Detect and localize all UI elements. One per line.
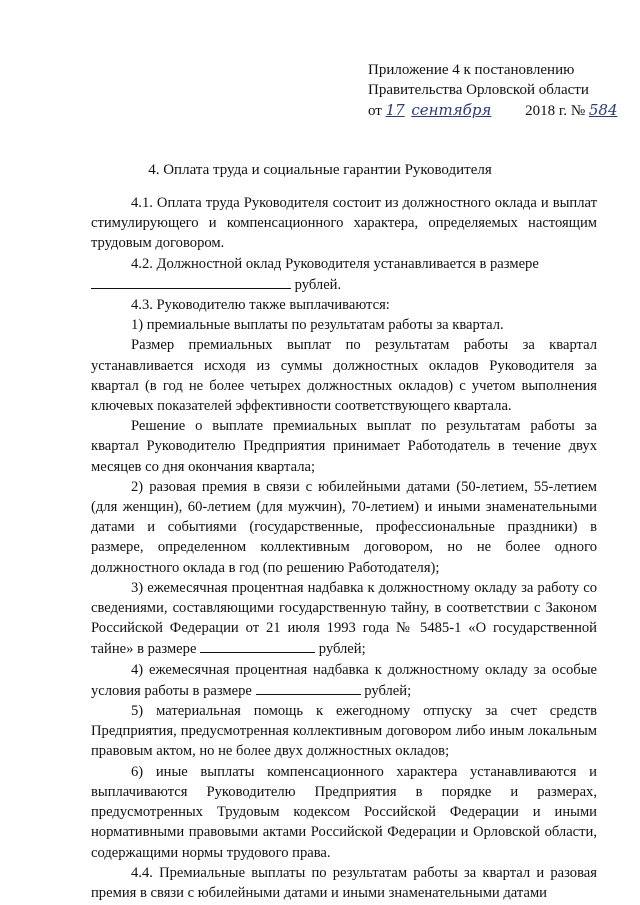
salary-unit: рублей. xyxy=(294,276,342,293)
handwritten-day: 17 xyxy=(385,101,405,119)
bonus-decision-paragraph: Решение о выплате премиальных выплат по результатам работы за квартал Руководителю Предприятия принимает Работодатель в течение двух месяцев со дня окончания квартала; xyxy=(91,418,597,475)
item-5: 5) материальная помощь к ежегодному отпуску за счет средств Предприятия, предусмотренная коллективным договором либо иным локальным правовым актом, но не более двух должностных окладов; xyxy=(91,703,597,760)
paragraph-4-2 xyxy=(91,254,597,274)
appendix-header xyxy=(368,60,619,121)
item-4-text: 4) ежемесячная процентная надбавка к должностному окладу за особые условия работы в размере xyxy=(91,661,597,699)
item-3-unit: рублей; xyxy=(318,641,366,658)
paragraph-4-2-text: 4.2. Должностной оклад Руководителя устанавливается в размере xyxy=(131,255,539,272)
item-2: 2) разовая премия в связи с юбилейными датами (50-летием, 55-летием (для женщин), 60-летием (для мужчин), 70-летием) и иными знаменательными датами и событиями (государственные, профессиональные праздники) в размере, определенном коллективным договором, но не более одного должностного оклада в год (по решению Работодателя); xyxy=(91,478,597,576)
header-date-line xyxy=(368,100,619,121)
paragraph-4-2-salary-line xyxy=(91,274,597,295)
header-line-2: Правительства Орловской области xyxy=(368,82,589,98)
secrecy-allowance-blank xyxy=(200,638,315,653)
date-year: 2018 г. № xyxy=(525,103,586,119)
paragraph-4-4: 4.4. Премиальные выплаты по результатам работы за квартал и разовая премия в связи с юбилейными датами и иными знаменательными датами xyxy=(91,864,597,901)
handwritten-number: 584 xyxy=(588,101,618,119)
handwritten-month: сентября xyxy=(411,101,492,119)
special-conditions-blank xyxy=(256,680,361,695)
bonus-size-paragraph: Размер премиальных выплат по результатам работы за квартал устанавливается исходя из суммы должностных окладов Руководителя за квартал (в год не более четырех должностных окладов) с учетом выполнения ключевых показателей эффективности соответствующего квартала. xyxy=(91,337,597,415)
item-6: 6) иные выплаты компенсационного характера устанавливаются и выплачиваются Руководителю Предприятия в порядке и размерах, предусмотренных Трудовым кодексом Российской Федерации и иными нормативными правовыми актами Российской Федерации и Орловской области, содержащими нормы трудового права. xyxy=(91,763,597,861)
paragraph-4-1: 4.1. Оплата труда Руководителя состоит из должностного оклада и выплат стимулирующего и компенсационного характера, определяемых настоящим трудовым договором. xyxy=(91,195,597,252)
item-1: 1) премиальные выплаты по результатам работы за квартал. xyxy=(131,317,504,334)
document-body xyxy=(91,193,597,903)
date-prefix: от xyxy=(368,103,382,119)
item-4-unit: рублей; xyxy=(364,682,412,699)
item-3 xyxy=(91,578,597,660)
paragraph-4-3: 4.3. Руководителю также выплачиваются: xyxy=(131,297,390,314)
item-3-text: 3) ежемесячная процентная надбавка к должностному окладу за работу со сведениями, составляющими государственную тайну, в соответствии с Законом Российской Федерации от 21 июля 1993 года № 5485-1 «О государственной тайне» в размере xyxy=(91,579,597,658)
item-4 xyxy=(91,660,597,701)
salary-blank xyxy=(91,274,291,289)
header-line-1: Приложение 4 к постановлению xyxy=(368,62,575,78)
section-title: 4. Оплата труда и социальные гарантии Руководителя xyxy=(148,162,492,178)
